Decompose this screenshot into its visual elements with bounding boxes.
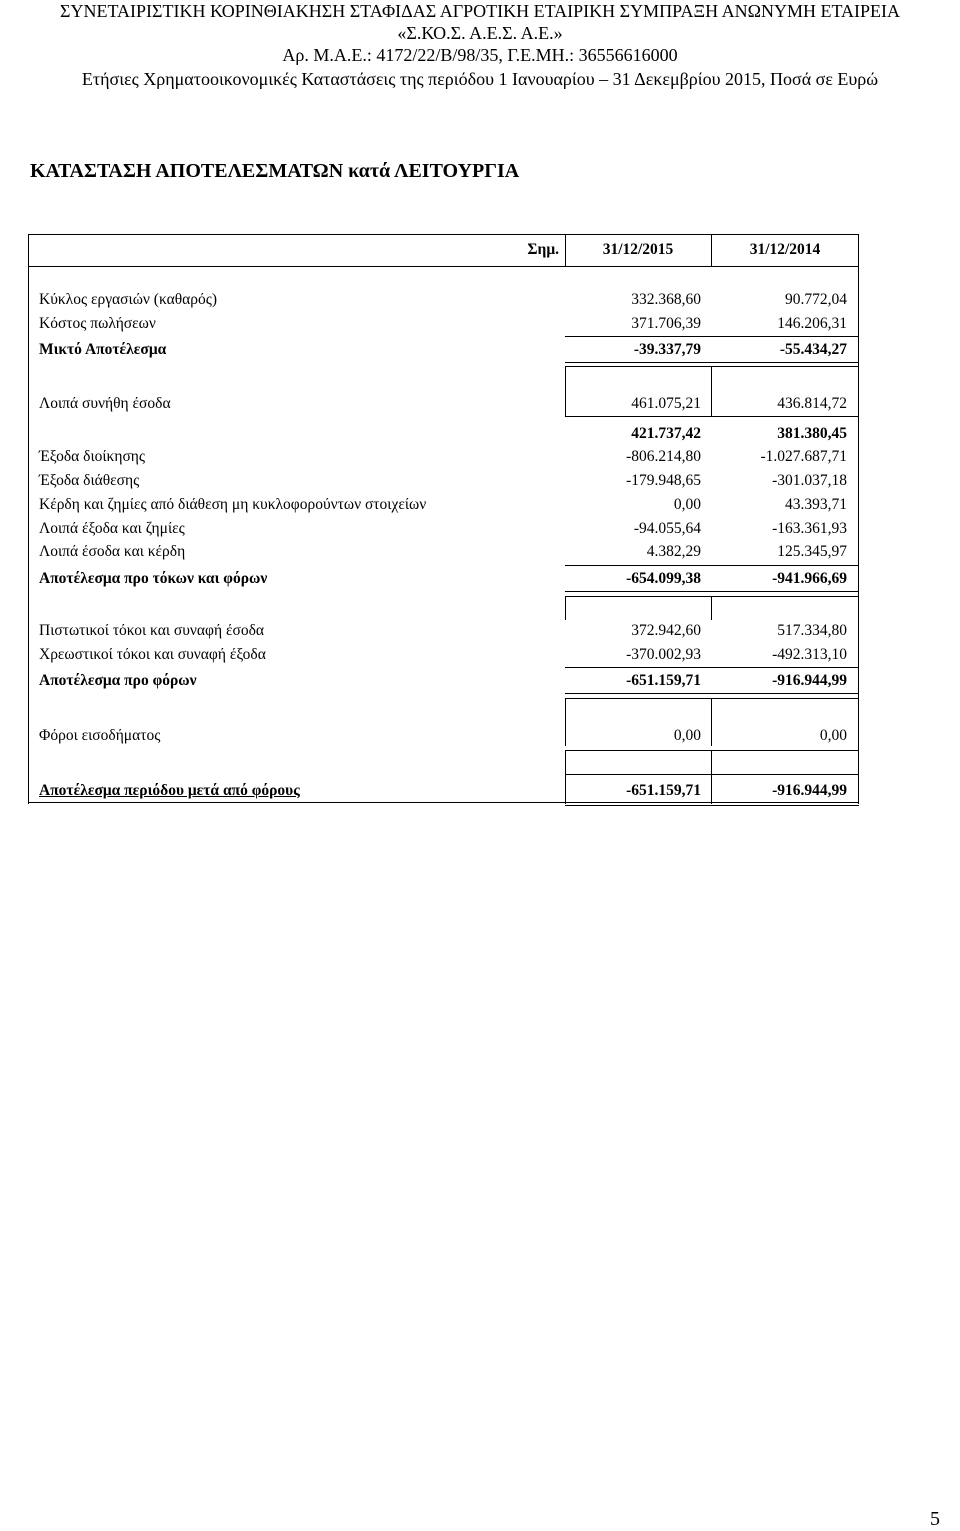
row-label: Έξοδα διάθεσης bbox=[39, 472, 140, 489]
row-label: Έξοδα διοίκησης bbox=[39, 448, 146, 465]
subtotal-line bbox=[565, 336, 859, 337]
value-2015: -94.055,64 bbox=[633, 520, 701, 537]
value-2014: 436.814,72 bbox=[777, 395, 847, 412]
registry-numbers: Αρ. Μ.Α.Ε.: 4172/22/Β/98/35, Γ.Ε.ΜΗ.: 36556616000 bbox=[282, 45, 678, 65]
value-2015: 461.075,21 bbox=[631, 395, 701, 412]
value-2015: 332.368,60 bbox=[631, 291, 701, 308]
value-2014: -941.966,69 bbox=[772, 570, 847, 587]
row-label: Λοιπά έξοδα και ζημίες bbox=[39, 520, 185, 537]
block-top-line bbox=[565, 596, 859, 597]
value-2015: 421.737,42 bbox=[631, 425, 701, 442]
header-divider bbox=[711, 234, 712, 266]
subtotal-line bbox=[565, 565, 859, 566]
value-2015: 0,00 bbox=[673, 727, 701, 744]
value-2015: -39.337,79 bbox=[633, 341, 701, 358]
row-label: Αποτέλεσμα προ φόρων bbox=[39, 672, 197, 689]
value-2014: 90.772,04 bbox=[785, 291, 847, 308]
block-top-line bbox=[565, 698, 859, 699]
company-name: ΣΥΝΕΤΑΙΡΙΣΤΙΚΗ ΚΟΡΙΝΘΙΑΚΗΣΗ ΣΤΑΦΙΔΑΣ ΑΓΡΟΤΙΚΗ ΕΤΑΙΡΙΚΗ ΣΥΜΠΡΑΞΗ ΑΝΩΝΥΜΗ ΕΤΑΙΡΕΙΑ bbox=[59, 1, 900, 21]
subtotal-line bbox=[565, 693, 859, 694]
value-2015: 372.942,60 bbox=[631, 622, 701, 639]
row-label: Λοιπά έσοδα και κέρδη bbox=[39, 543, 186, 560]
value-2014: -55.434,27 bbox=[779, 341, 847, 358]
row-label: Αποτέλεσμα προ τόκων και φόρων bbox=[39, 570, 268, 587]
value-2014: -1.027.687,71 bbox=[760, 448, 847, 465]
row-label: Λοιπά συνήθη έσοδα bbox=[39, 395, 171, 412]
value-2014: -301.037,18 bbox=[772, 472, 847, 489]
row-label: Φόροι εισοδήματος bbox=[39, 727, 161, 744]
block-divider bbox=[565, 366, 566, 416]
block-divider bbox=[711, 698, 712, 746]
col-header-note: Σημ. bbox=[527, 241, 559, 258]
value-2015: -654.099,38 bbox=[626, 570, 701, 587]
table-right-border bbox=[858, 234, 859, 804]
header-divider bbox=[565, 234, 566, 266]
row-label: Αποτέλεσμα περιόδου μετά από φόρους bbox=[39, 782, 300, 799]
row-label: Κέρδη και ζημίες από διάθεση μη κυκλοφορούντων στοιχείων bbox=[39, 496, 427, 513]
row-label: Κύκλος εργασιών (καθαρός) bbox=[39, 291, 218, 308]
value-2014: 517.334,80 bbox=[777, 622, 847, 639]
subtotal-line bbox=[565, 667, 859, 668]
company-short-name: «Σ.ΚΟ.Σ. Α.Ε.Σ. Α.Ε.» bbox=[397, 23, 563, 43]
value-2014: 125.345,97 bbox=[777, 543, 847, 560]
block-divider bbox=[711, 750, 712, 804]
block-divider bbox=[711, 596, 712, 620]
value-2014: 381.380,45 bbox=[777, 425, 847, 442]
row-label: Μικτό Αποτέλεσμα bbox=[39, 341, 167, 358]
col-header-2015: 31/12/2015 bbox=[602, 241, 674, 258]
block-divider bbox=[711, 366, 712, 416]
value-2015: 0,00 bbox=[673, 496, 701, 513]
block-divider bbox=[565, 596, 566, 620]
value-2015: -806.214,80 bbox=[626, 448, 701, 465]
statement-title: ΚΑΤΑΣΤΑΣΗ ΑΠΟΤΕΛΕΣΜΑΤΩΝ κατά ΛΕΙΤΟΥΡΓΙΑ bbox=[30, 160, 520, 182]
subtotal-line bbox=[565, 362, 859, 363]
block-top-line bbox=[565, 366, 859, 367]
block-divider bbox=[565, 750, 566, 804]
value-2014: 146.206,31 bbox=[777, 315, 847, 332]
value-2014: 0,00 bbox=[819, 727, 847, 744]
page-number: 5 bbox=[930, 1508, 940, 1530]
double-underline bbox=[565, 805, 859, 806]
value-2014: 43.393,71 bbox=[785, 496, 847, 513]
value-2015: 371.706,39 bbox=[631, 315, 701, 332]
block-inner-line bbox=[565, 774, 859, 775]
block-top-line bbox=[565, 750, 859, 751]
statements-subtitle: Ετήσιες Χρηματοοικονομικές Καταστάσεις της περιόδου 1 Ιανουαρίου – 31 Δεκεμβρίου 2015, Ποσά σε Ευρώ bbox=[81, 69, 879, 89]
subtotal-line bbox=[565, 416, 859, 417]
table-top-border bbox=[29, 234, 859, 235]
value-2014: -916.944,99 bbox=[772, 782, 847, 799]
col-header-2014: 31/12/2014 bbox=[749, 241, 821, 258]
row-label: Χρεωστικοί τόκοι και συναφή έξοδα bbox=[39, 646, 266, 663]
value-2014: -492.313,10 bbox=[772, 646, 847, 663]
row-label: Πιστωτικοί τόκοι και συναφή έσοδα bbox=[39, 622, 265, 639]
value-2015: -651.159,71 bbox=[626, 782, 701, 799]
income-statement-table bbox=[28, 234, 859, 804]
value-2014: -163.361,93 bbox=[772, 520, 847, 537]
value-2015: -651.159,71 bbox=[626, 672, 701, 689]
value-2015: 4.382,29 bbox=[646, 543, 701, 560]
header-bottom-border bbox=[29, 266, 859, 267]
row-label: Κόστος πωλήσεων bbox=[39, 315, 156, 332]
table-bottom-border bbox=[29, 802, 859, 803]
subtotal-line bbox=[565, 591, 859, 592]
block-divider bbox=[565, 698, 566, 746]
value-2015: -370.002,93 bbox=[626, 646, 701, 663]
value-2015: -179.948,65 bbox=[626, 472, 701, 489]
value-2014: -916.944,99 bbox=[772, 672, 847, 689]
